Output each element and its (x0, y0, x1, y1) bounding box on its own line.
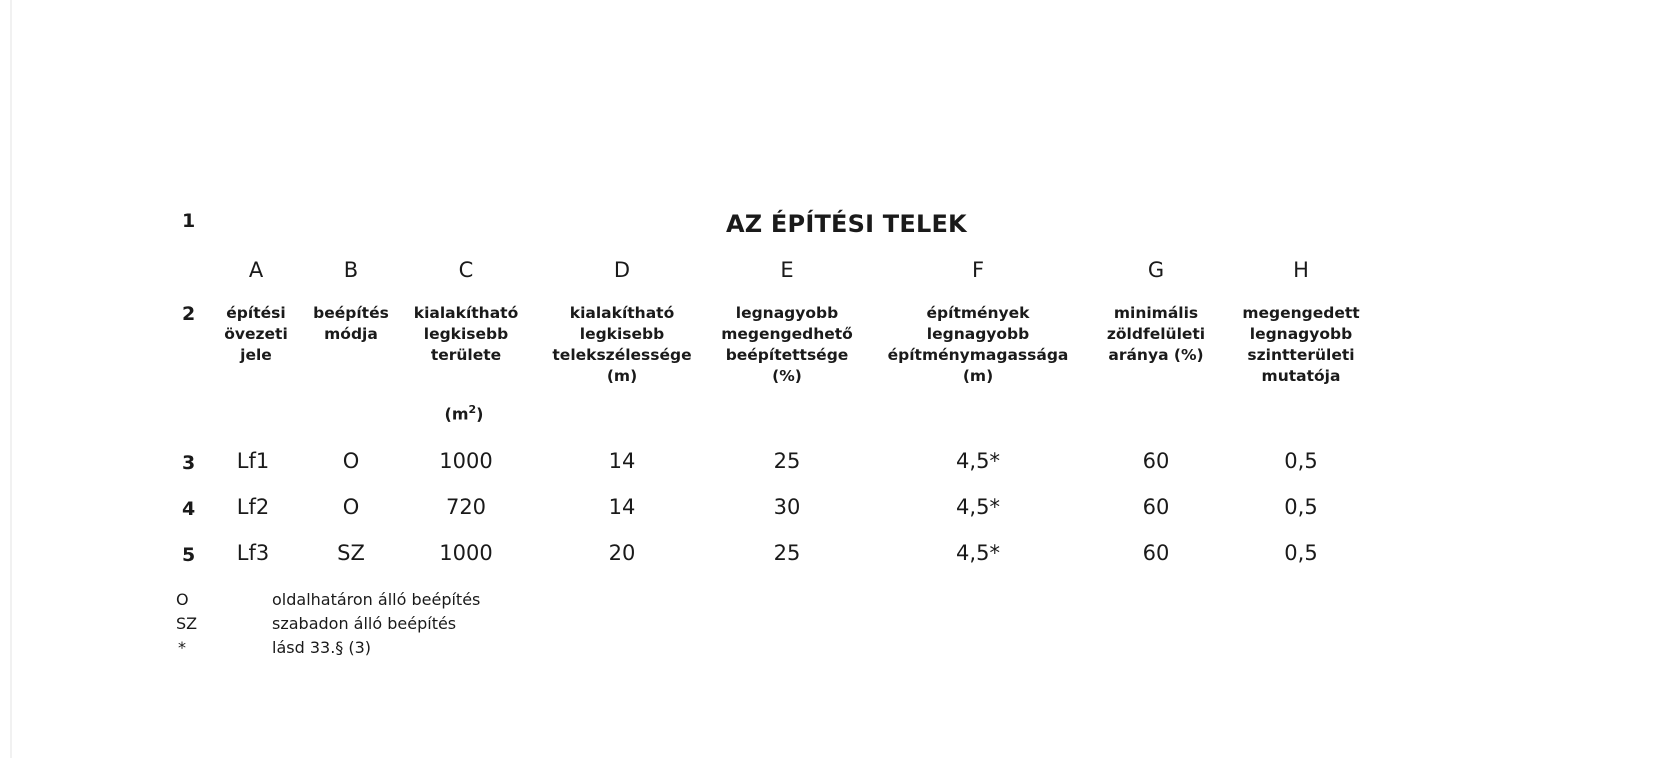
cell-min-green: 60 (1142, 495, 1170, 519)
row-number-3: 3 (182, 452, 196, 474)
column-letter-c: C (458, 258, 474, 282)
header-c-unit-close: ) (476, 404, 484, 424)
header-a-line: építési (226, 304, 286, 322)
header-e-line: beépítettsége (725, 346, 849, 364)
cell-max-height: 4,5* (956, 541, 1000, 565)
cell-floor-area-ratio: 0,5 (1284, 541, 1318, 565)
cell-min-green: 60 (1142, 541, 1170, 565)
header-h-line: legnagyobb (1249, 325, 1353, 343)
header-a (224, 303, 288, 366)
header-f-line: (m) (962, 367, 994, 385)
header-d (552, 303, 691, 387)
column-letter-h: H (1293, 258, 1309, 282)
header-a-line: övezeti (224, 325, 288, 343)
legend-text: szabadon álló beépítés (272, 614, 457, 633)
column-letter-g: G (1147, 258, 1165, 282)
header-f (888, 303, 1069, 387)
column-letter-e: E (780, 258, 794, 282)
header-c-unit-sup: 2 (468, 403, 477, 416)
header-c-line: területe (430, 346, 502, 364)
legend-text: oldalhatáron álló beépítés (272, 590, 481, 609)
header-c (414, 303, 518, 366)
cell-min-width: 20 (608, 541, 636, 565)
cell-building-mode: SZ (337, 541, 365, 565)
table-title: AZ ÉPÍTÉSI TELEK (726, 210, 967, 238)
header-f-line: építmények (926, 304, 1030, 322)
cell-min-width: 14 (608, 495, 636, 519)
header-e-line: legnagyobb (735, 304, 839, 322)
cell-floor-area-ratio: 0,5 (1284, 495, 1318, 519)
legend-symbol: O (176, 590, 189, 609)
column-letter-b: B (343, 258, 359, 282)
cell-building-mode: O (342, 449, 360, 473)
cell-min-area: 720 (445, 495, 487, 519)
row-number-2: 2 (182, 303, 196, 325)
cell-zone-code: Lf1 (236, 449, 270, 473)
header-b-line: módja (324, 325, 378, 343)
header-c-unit (445, 403, 484, 423)
cell-min-width: 14 (608, 449, 636, 473)
header-d-line: telekszélessége (552, 346, 692, 364)
row-number-1: 1 (182, 210, 196, 232)
header-h-line: megengedett (1242, 304, 1360, 322)
cell-zone-code: Lf3 (236, 541, 270, 565)
cell-max-height: 4,5* (956, 449, 1000, 473)
header-h (1242, 303, 1359, 387)
header-a-line: jele (240, 346, 272, 364)
header-d-line: legkisebb (579, 325, 665, 343)
header-h-line: mutatója (1261, 367, 1341, 385)
header-c-line: legkisebb (423, 325, 509, 343)
header-c-line: kialakítható (413, 304, 519, 322)
legend-symbol: * (178, 638, 186, 657)
cell-building-mode: O (342, 495, 360, 519)
header-f-line: legnagyobb (926, 325, 1030, 343)
header-e (721, 303, 853, 387)
header-e-line: megengedhető (721, 325, 853, 343)
header-g-line: zöldfelületi (1106, 325, 1206, 343)
row-number-5: 5 (182, 544, 196, 566)
header-h-line: szintterületi (1247, 346, 1355, 364)
header-g-line: minimális (1113, 304, 1199, 322)
column-letter-a: A (248, 258, 264, 282)
column-letter-f: F (971, 258, 985, 282)
cell-max-coverage: 25 (773, 449, 801, 473)
cell-max-coverage: 25 (773, 541, 801, 565)
cell-max-coverage: 30 (773, 495, 801, 519)
header-g (1107, 303, 1205, 366)
legend-symbol: SZ (176, 614, 198, 633)
row-number-4: 4 (182, 498, 196, 520)
header-b (313, 303, 389, 345)
scan-edge-line (10, 0, 12, 758)
header-g-line: aránya (%) (1108, 346, 1204, 364)
cell-max-height: 4,5* (956, 495, 1000, 519)
cell-min-area: 1000 (439, 449, 493, 473)
cell-floor-area-ratio: 0,5 (1284, 449, 1318, 473)
header-d-line: kialakítható (569, 304, 675, 322)
header-d-line: (m) (606, 367, 638, 385)
header-c-unit-open: (m (444, 404, 469, 424)
cell-min-green: 60 (1142, 449, 1170, 473)
header-b-line: beépítés (313, 304, 389, 322)
cell-zone-code: Lf2 (236, 495, 270, 519)
header-e-line: (%) (772, 367, 802, 385)
column-letter-d: D (613, 258, 631, 282)
cell-min-area: 1000 (439, 541, 493, 565)
legend-text: lásd 33.§ (3) (272, 638, 372, 657)
header-f-line: építménymagassága (887, 346, 1069, 364)
